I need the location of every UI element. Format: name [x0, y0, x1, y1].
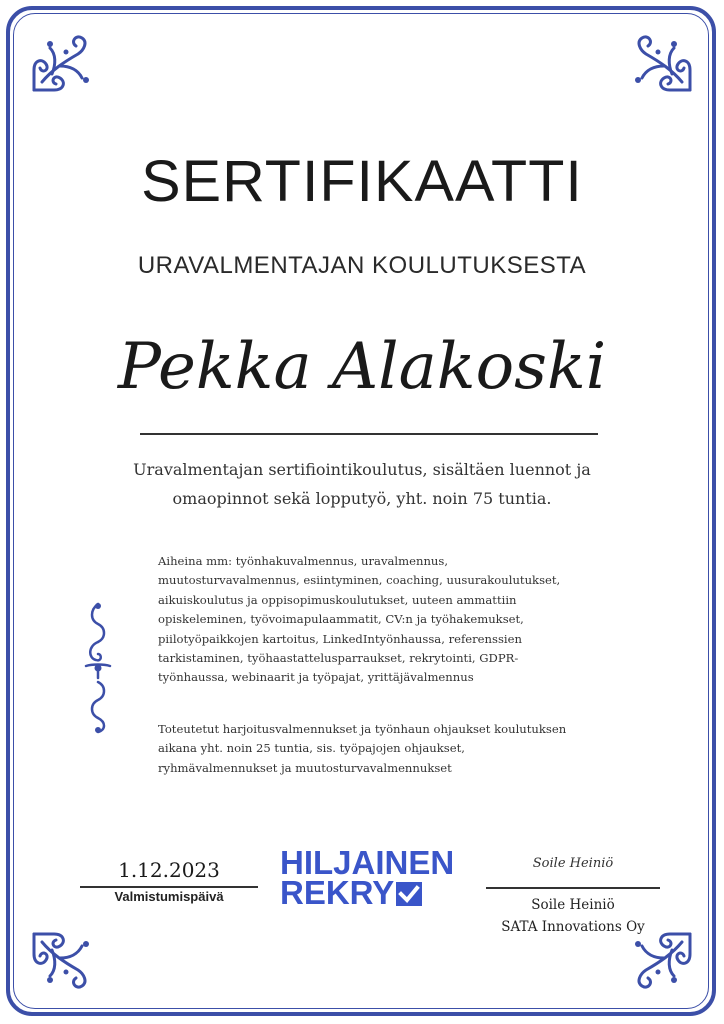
- corner-ornament-icon: [630, 30, 694, 94]
- graduation-date: 1.12.2023: [118, 858, 220, 882]
- topics-line: opiskeleminen, työvoimapulaammatit, CV:n ja työhakemukset,: [158, 612, 524, 627]
- signature: Soile Heiniö: [532, 856, 614, 871]
- date-underline: [80, 886, 258, 888]
- topics-line: piilotyöpaikkojen kartoitus, LinkedIntyönhaussa, referenssien: [158, 631, 522, 646]
- logo-text-line2-word: REKRY: [280, 874, 395, 911]
- signature-underline: [486, 887, 660, 889]
- practice-paragraph: [158, 720, 648, 778]
- logo-text-line1: HILJAINEN: [280, 844, 455, 881]
- corner-ornament-icon: [30, 30, 94, 94]
- name-underline: [140, 433, 598, 435]
- practice-line: Toteutetut harjoitusvalmennukset ja työnhaun ohjaukset koulutuksen: [158, 722, 567, 736]
- corner-ornament-icon: [630, 930, 694, 994]
- topics-line: aikuiskoulutus ja oppisopimuskoulutukset, uuteen ammattiin: [158, 592, 517, 607]
- signer-organization: SATA Innovations Oy: [501, 919, 645, 935]
- vertical-scroll-ornament-icon: [80, 600, 116, 736]
- practice-line: aikana yht. noin 25 tuntia, sis. työpajojen ohjaukset,: [158, 741, 465, 756]
- recipient-name: Pekka Alakoski: [117, 330, 607, 404]
- hiljainen-rekry-logo: [280, 844, 460, 911]
- certificate-subtitle: URAVALMENTAJAN KOULUTUKSESTA: [137, 252, 587, 279]
- signer-name: Soile Heiniö: [531, 897, 615, 913]
- checkmark-icon: [396, 882, 422, 906]
- graduation-date-label: Valmistumispäivä: [114, 889, 224, 904]
- signer-block: [480, 894, 666, 938]
- topics-paragraph: [158, 552, 648, 688]
- certificate-title: SERTIFIKAATTI: [141, 149, 583, 214]
- topics-line: muutosturvavalmennus, esiintyminen, coaching, uusurakoulutukset,: [158, 573, 561, 588]
- corner-ornament-icon: [30, 930, 94, 994]
- topics-line: tarkistaminen, työhaastattelusparraukset, rekrytointi, GDPR-: [158, 651, 519, 666]
- practice-line: ryhmävalmennukset ja muutosturvavalmennukset: [158, 760, 452, 775]
- logo-text-line2: [280, 874, 460, 911]
- topics-line: työnhaussa, webinaarit ja työpajat, yrittäjävalmennus: [158, 670, 474, 685]
- topics-line: Aiheina mm: työnhakuvalmennus, uravalmennus,: [158, 554, 449, 568]
- course-description: Uravalmentajan sertifiointikoulutus, sisältäen luennot ja omaopinnot sekä lopputyö, yht. noin 75 tuntia.: [133, 460, 591, 508]
